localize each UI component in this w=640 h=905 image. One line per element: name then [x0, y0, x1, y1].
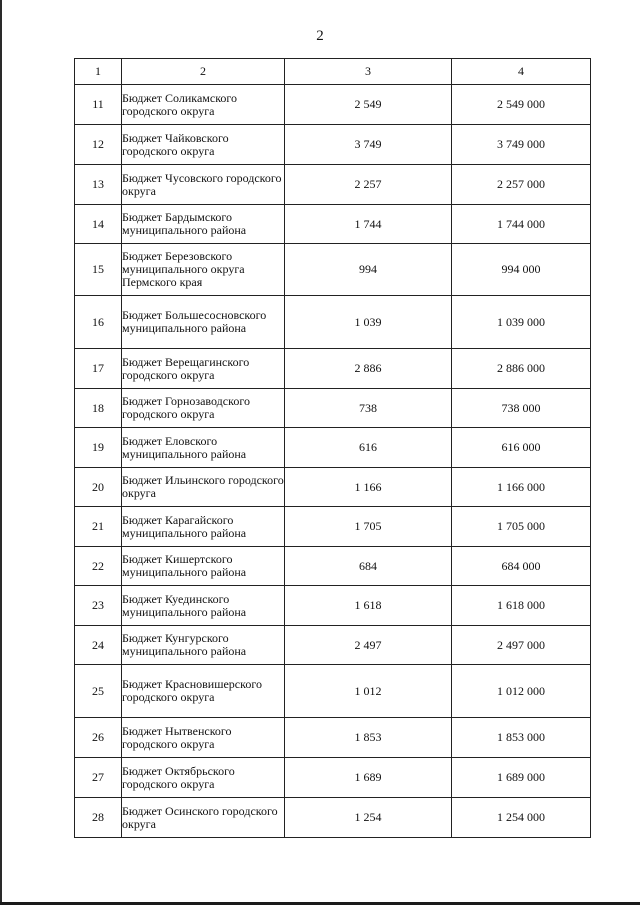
amount-col3-cell: 1 012 [285, 665, 452, 718]
amount-col3-cell: 2 497 [285, 626, 452, 665]
amount-col4-cell: 738 000 [452, 389, 591, 428]
budget-name-cell: Бюджет Большесосновского муниципального района [122, 296, 285, 349]
header-cell: 4 [452, 59, 591, 85]
amount-col3-cell: 1 618 [285, 586, 452, 626]
row-number-cell: 16 [75, 296, 122, 349]
table-row [75, 244, 591, 296]
budget-table [74, 58, 591, 838]
amount-col3-cell: 1 853 [285, 718, 452, 758]
table-row [75, 626, 591, 665]
budget-name-cell: Бюджет Нытвенского городского округа [122, 718, 285, 758]
amount-col3-cell: 738 [285, 389, 452, 428]
table-row [75, 758, 591, 798]
row-number-cell: 17 [75, 349, 122, 389]
budget-name-cell: Бюджет Кишертского муниципального района [122, 547, 285, 586]
header-cell: 2 [122, 59, 285, 85]
table-row [75, 125, 591, 165]
row-number-cell: 22 [75, 547, 122, 586]
amount-col4-cell: 1 705 000 [452, 507, 591, 547]
budget-name-cell: Бюджет Красновишерского городского округа [122, 665, 285, 718]
amount-col3-cell: 616 [285, 428, 452, 468]
table-row [75, 586, 591, 626]
page-number: 2 [316, 28, 324, 44]
amount-col4-cell: 616 000 [452, 428, 591, 468]
table-row [75, 547, 591, 586]
amount-col3-cell: 1 705 [285, 507, 452, 547]
budget-name-cell: Бюджет Куединского муниципального района [122, 586, 285, 626]
budget-name-cell: Бюджет Березовского муниципального округа Пермского края [122, 244, 285, 296]
amount-col4-cell: 2 886 000 [452, 349, 591, 389]
amount-col3-cell: 1 166 [285, 468, 452, 507]
budget-name-cell: Бюджет Чусовского городского округа [122, 165, 285, 205]
amount-col4-cell: 1 254 000 [452, 798, 591, 838]
table-row [75, 389, 591, 428]
budget-name-cell: Бюджет Карагайского муниципального района [122, 507, 285, 547]
amount-col3-cell: 1 039 [285, 296, 452, 349]
row-number-cell: 12 [75, 125, 122, 165]
row-number-cell: 20 [75, 468, 122, 507]
table-row [75, 428, 591, 468]
table-row [75, 165, 591, 205]
budget-name-cell: Бюджет Еловского муниципального района [122, 428, 285, 468]
amount-col4-cell: 1 039 000 [452, 296, 591, 349]
amount-col4-cell: 2 257 000 [452, 165, 591, 205]
row-number-cell: 28 [75, 798, 122, 838]
budget-name-cell: Бюджет Ильинского городского округа [122, 468, 285, 507]
budget-name-cell: Бюджет Горнозаводского городского округа [122, 389, 285, 428]
row-number-cell: 11 [75, 85, 122, 125]
budget-name-cell: Бюджет Осинского городского округа [122, 798, 285, 838]
row-number-cell: 18 [75, 389, 122, 428]
row-number-cell: 23 [75, 586, 122, 626]
budget-name-cell: Бюджет Верещагинского городского округа [122, 349, 285, 389]
budget-name-cell: Бюджет Бардымского муниципального района [122, 205, 285, 244]
amount-col4-cell: 1 744 000 [452, 205, 591, 244]
table-row [75, 718, 591, 758]
header-cell: 1 [75, 59, 122, 85]
amount-col3-cell: 3 749 [285, 125, 452, 165]
row-number-cell: 24 [75, 626, 122, 665]
amount-col4-cell: 1 166 000 [452, 468, 591, 507]
amount-col4-cell: 1 618 000 [452, 586, 591, 626]
amount-col3-cell: 1 744 [285, 205, 452, 244]
row-number-cell: 21 [75, 507, 122, 547]
table-row [75, 798, 591, 838]
table-row [75, 85, 591, 125]
budget-name-cell: Бюджет Кунгурского муниципального района [122, 626, 285, 665]
amount-col3-cell: 2 886 [285, 349, 452, 389]
row-number-cell: 13 [75, 165, 122, 205]
amount-col3-cell: 684 [285, 547, 452, 586]
amount-col4-cell: 1 689 000 [452, 758, 591, 798]
table-row [75, 205, 591, 244]
amount-col3-cell: 2 549 [285, 85, 452, 125]
amount-col3-cell: 1 689 [285, 758, 452, 798]
row-number-cell: 25 [75, 665, 122, 718]
amount-col3-cell: 994 [285, 244, 452, 296]
budget-name-cell: Бюджет Октябрьского городского округа [122, 758, 285, 798]
amount-col4-cell: 3 749 000 [452, 125, 591, 165]
table-row [75, 296, 591, 349]
amount-col4-cell: 994 000 [452, 244, 591, 296]
table-header-row [75, 59, 591, 85]
row-number-cell: 27 [75, 758, 122, 798]
table-row [75, 349, 591, 389]
amount-col4-cell: 2 497 000 [452, 626, 591, 665]
amount-col4-cell: 2 549 000 [452, 85, 591, 125]
amount-col4-cell: 684 000 [452, 547, 591, 586]
row-number-cell: 14 [75, 205, 122, 244]
row-number-cell: 26 [75, 718, 122, 758]
budget-name-cell: Бюджет Соликамского городского округа [122, 85, 285, 125]
budget-name-cell: Бюджет Чайковского городского округа [122, 125, 285, 165]
amount-col3-cell: 1 254 [285, 798, 452, 838]
amount-col4-cell: 1 012 000 [452, 665, 591, 718]
row-number-cell: 19 [75, 428, 122, 468]
amount-col4-cell: 1 853 000 [452, 718, 591, 758]
header-cell: 3 [285, 59, 452, 85]
amount-col3-cell: 2 257 [285, 165, 452, 205]
row-number-cell: 15 [75, 244, 122, 296]
table-row [75, 468, 591, 507]
table-row [75, 507, 591, 547]
table-row [75, 665, 591, 718]
scan-left-edge [0, 0, 2, 905]
